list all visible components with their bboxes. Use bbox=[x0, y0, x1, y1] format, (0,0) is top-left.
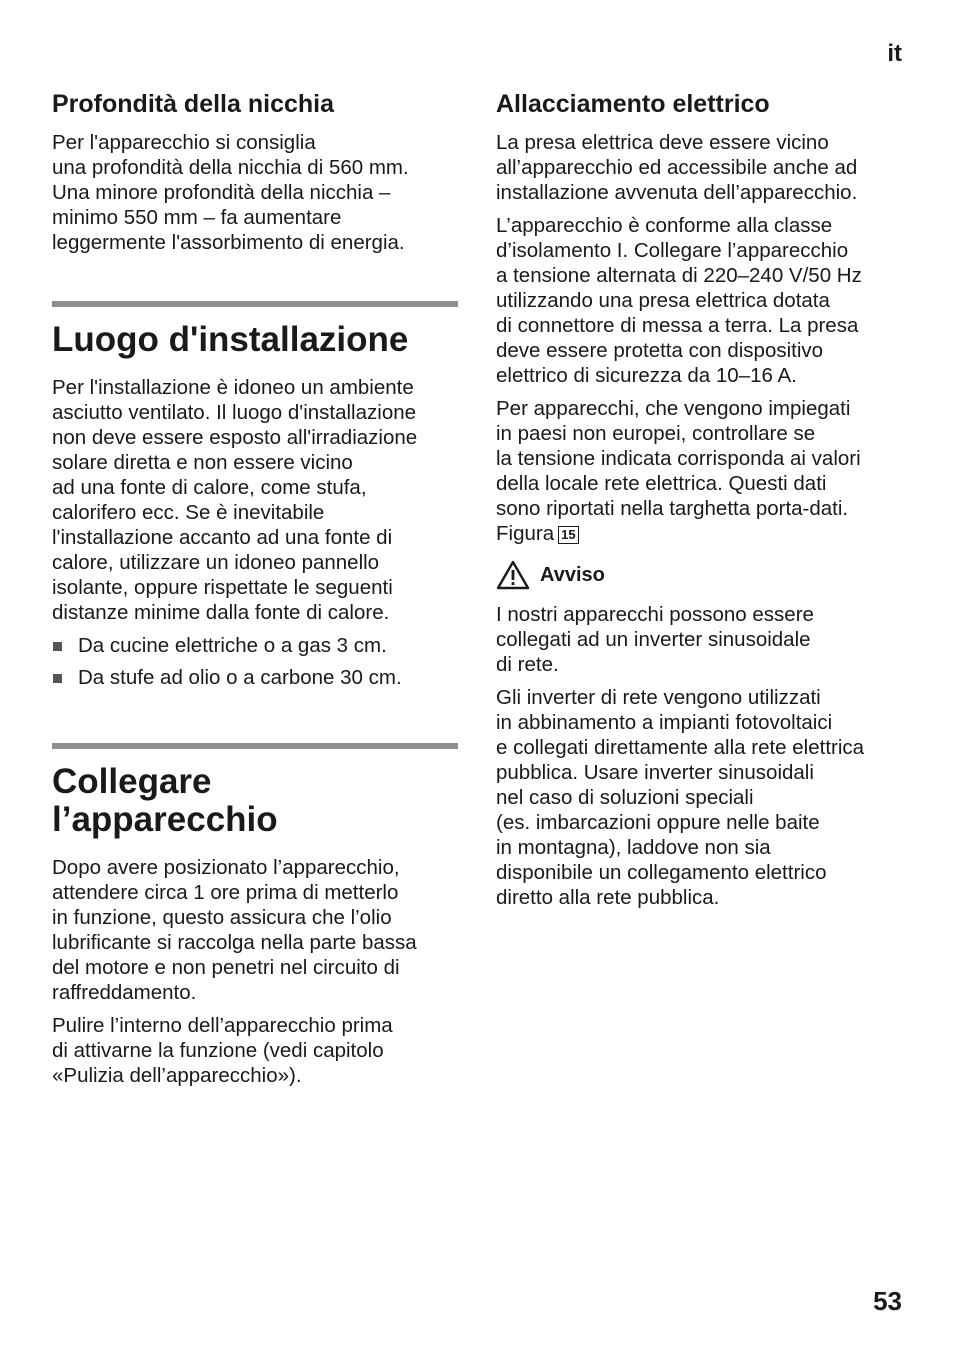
section-profondita bbox=[52, 88, 458, 255]
paragraph-allacciamento-3: Per apparecchi, che vengono impiegati in paesi non europei, controllare se la tensione indicata corrisponda ai valori della locale rete elettrica. Questi dati sono riportati nella targhetta porta-dati. Figura 15 bbox=[496, 397, 861, 545]
warning-heading bbox=[496, 560, 904, 590]
language-code: it bbox=[887, 40, 902, 67]
heading-luogo: Luogo d'installazione bbox=[52, 320, 409, 359]
warning-label: Avviso bbox=[540, 563, 605, 586]
page-number: 53 bbox=[873, 1286, 902, 1316]
paragraph-collegare-2: Pulire l’interno dell’apparecchio prima di attivarne la funzione (vedi capitolo «Pulizia dell’apparecchio»). bbox=[52, 1014, 393, 1087]
heading-collegare: Collegare l’apparecchio bbox=[52, 762, 278, 839]
section-divider bbox=[52, 743, 458, 749]
list-item: Da cucine elettriche o a gas 3 cm. bbox=[52, 633, 458, 658]
section-collegare bbox=[52, 743, 458, 1088]
bullet-list bbox=[52, 633, 458, 690]
left-column bbox=[52, 88, 458, 1096]
right-column bbox=[496, 88, 904, 918]
paragraph-collegare-1: Dopo avere posizionato l’apparecchio, attendere circa 1 ore prima di metterlo in funzione, questo assicura che l’olio lubrificante si raccolga nella parte bassa del motore e non penetri nel circuito di raffreddamento. bbox=[52, 856, 417, 1004]
bullet-square-icon bbox=[53, 674, 62, 683]
paragraph-allacciamento-2: L’apparecchio è conforme alla classe d’isolamento I. Collegare l’apparecchio a tensione alternata di 220–240 V/50 Hz utilizzando una presa elettrica dotata di connettore di messa a terra. La presa deve essere protetta con dispositivo elettrico di sicurezza da 10–16 A. bbox=[496, 214, 862, 387]
figure-reference: 15 bbox=[558, 526, 578, 544]
paragraph-allacciamento-1: La presa elettrica deve essere vicino all’apparecchio ed accessibile anche ad installazione avvenuta dell’apparecchio. bbox=[496, 131, 858, 204]
heading-profondita: Profondità della nicchia bbox=[52, 90, 334, 118]
section-avviso bbox=[496, 560, 904, 910]
heading-allacciamento: Allacciamento elettrico bbox=[496, 90, 770, 118]
list-item: Da stufe ad olio o a carbone 30 cm. bbox=[52, 665, 458, 690]
section-luogo bbox=[52, 301, 458, 690]
bullet-square-icon bbox=[53, 642, 62, 651]
section-allacciamento bbox=[496, 88, 904, 546]
paragraph-avviso-1: I nostri apparecchi possono essere collegati ad un inverter sinusoidale di rete. bbox=[496, 603, 814, 676]
paragraph-avviso-2: Gli inverter di rete vengono utilizzati in abbinamento a impianti fotovoltaici e collegati direttamente alla rete elettrica pubblica. Usare inverter sinusoidali nel caso di soluzioni speciali (es. imbarcazioni oppure nelle baite in montagna), laddove non sia disponibile un collegamento elettrico diretto alla rete pubblica. bbox=[496, 686, 865, 909]
warning-triangle-icon bbox=[496, 560, 530, 590]
paragraph-luogo: Per l'installazione è idoneo un ambiente asciutto ventilato. Il luogo d'installazione non deve essere esposto all'irradiazione solare diretta e non essere vicino ad una fonte di calore, come stufa, calorifero ecc. Se è inevitabile l'installazione accanto ad una fonte di calore, utilizzare un idoneo pannello isolante, oppure rispettate le seguenti distanze minime dalla fonte di calore. bbox=[52, 376, 418, 624]
paragraph-profondita: Per l'apparecchio si consiglia una profondità della nicchia di 560 mm. Una minore profondità della nicchia – minimo 550 mm – fa aumentare leggermente l'assorbimento di energia. bbox=[52, 131, 409, 254]
section-divider bbox=[52, 301, 458, 307]
